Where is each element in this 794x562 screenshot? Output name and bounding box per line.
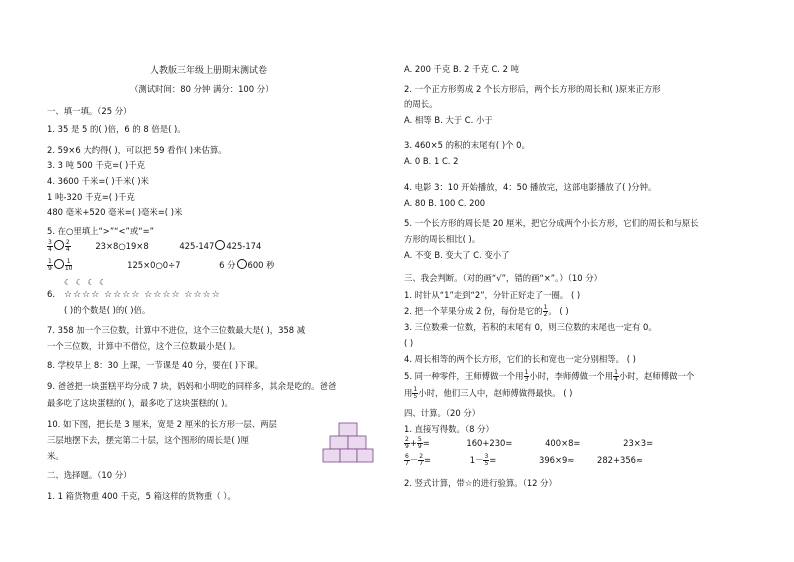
compare-expression: 125×0○0÷7	[127, 260, 181, 270]
compare-expression: 425-174	[226, 241, 262, 251]
question-1-6: ( )的个数是( )的( )倍。	[64, 305, 151, 315]
judge-question-1: 1. 时针从“1”走到“2”，分针正好走了一圈。 ( )	[404, 290, 581, 300]
fraction: $\frac{3}{5}$	[484, 453, 489, 467]
fraction: $\frac{1}{4}$	[614, 369, 618, 383]
question-1-10: 10. 如下图，把长是 3 厘米，宽是 2 厘米的长方形一层、两层	[47, 419, 277, 429]
choice-question-5: 5. 一个长方形的周长是 20 厘米，把它分成两个小长方形，它们的周长和与原长	[404, 218, 699, 228]
calc-row-1: $\frac{2}{9}$ + $\frac{5}{9}$ = 160+230= 400×8= 23×3=	[405, 436, 654, 450]
fraction: $\frac{3}{4}$	[48, 239, 52, 253]
compare-circle	[237, 259, 247, 269]
fraction: $\frac{6}{7}$	[405, 453, 409, 467]
fraction: $\frac{2}{4}$	[65, 239, 70, 253]
question-1-6-label: 6.	[47, 289, 55, 299]
judge-question-4: 4. 周长相等的两个长方形，它们的长和宽也一定分别相等。 ( )	[404, 354, 636, 364]
choice-question-4: 4. 电影 3：10 开始播放，4：50 播放完，这部电影播放了( )分钟。	[404, 182, 657, 192]
question-1-7-line-2: 一个三位数，计算中不借位，这个三位数最小是( )。	[47, 341, 241, 351]
question-1-4-line-3: 480 毫米+520 毫米=( )毫米=( )米	[47, 207, 183, 217]
calc-item: 282+356≈	[597, 455, 644, 465]
compare-expression: 6 分	[219, 260, 236, 270]
compare-circle	[215, 240, 225, 250]
section-1-heading: 一、填一填。（25 分）	[47, 106, 132, 116]
question-1-7: 7. 358 加一个三位数，计算中不进位，这个三位数最大是( )，358 减	[47, 325, 306, 335]
choice-question-3-options: A. 0 B. 1 C. 2	[404, 156, 459, 166]
fraction: $\frac{5}{9}$	[417, 436, 422, 450]
compare-row-2	[47, 259, 275, 272]
choice-question-3: 3. 460×5 的积的末尾有( )个 0。	[404, 140, 530, 150]
fraction: $\frac{1}{9}$	[48, 258, 52, 272]
calc-question-2: 2. 竖式计算，带☆的进行验算。（12 分）	[404, 478, 557, 488]
rectangle-pyramid-figure	[322, 422, 374, 464]
test-info: （测试时间：80 分钟 满分：100 分）	[130, 84, 274, 94]
judge-question-3: 3. 三位数乘一位数，若积的末尾有 0，则三位数的末尾也一定有 0。	[404, 322, 657, 332]
judge-question-3-blank: ( )	[404, 338, 414, 348]
calc-item: 160+230=	[466, 438, 513, 448]
calc-question-1: 1. 直接写得数。（8 分）	[404, 424, 494, 434]
fraction: $\frac{2}{7}$	[419, 453, 424, 467]
choice-question-1-options: A. 200 千克 B. 2 千克 C. 2 吨	[404, 64, 519, 74]
choice-question-5-line-2: 方形的周长相比( )。	[404, 234, 481, 244]
question-1-5: 5. 在○里填上“>”“<”或“=”	[47, 226, 154, 236]
compare-expression: 425-147	[179, 241, 215, 251]
choice-question-2-line-2: 的周长。	[404, 99, 438, 109]
judge-question-5: 5. 同一种零件，王师傅做一个用 $\frac{1}{3}$ 小时，李师傅做一个用 $\frac{1}{4}$ 小时，赵师傅做一个	[404, 369, 695, 383]
judge-question-2: 2. 把一个苹果分成 2 份，每份是它的 $\frac{1}{2}$ 。 ( )	[404, 304, 569, 318]
section-4-heading: 四、计算。（20 分）	[404, 408, 481, 418]
page-title: 人教版三年级上册期末测试卷	[150, 66, 268, 76]
calc-item: 396×9≈	[538, 455, 575, 465]
calc-item: 23×3=	[623, 438, 654, 448]
section-3-heading: 三、我会判断。（对的画“√”，错的画“×”。）（10 分）	[404, 273, 602, 283]
choice-question-2: 2. 一个正方形剪成 2 个长方形后，两个长方形的周长和( )原来正方形	[404, 84, 661, 94]
star-icons: ☆☆☆☆ ☆☆☆☆ ☆☆☆☆ ☆☆☆☆	[64, 290, 221, 300]
fraction: $\frac{1}{3}$	[524, 369, 529, 383]
choice-question-2-options: A. 相等 B. 大于 C. 小于	[404, 115, 493, 125]
compare-expression: 23×8○19×8	[95, 241, 149, 251]
question-1-10-line-3: 米。	[47, 451, 64, 461]
fraction: $\frac{1}{10}$	[64, 258, 73, 272]
moon-icons: ☾ ☾ ☾ ☾	[64, 278, 108, 287]
compare-circle	[54, 240, 64, 250]
calc-item: 1－	[469, 455, 484, 465]
question-1-3: 3. 3 吨 500 千克=( )千克	[47, 160, 146, 170]
question-1-4-line-2: 1 吨-320 千克=( )千克	[47, 192, 135, 202]
choice-question-1: 1. 1 箱货物重 400 千克，5 箱这样的货物重（ ）。	[47, 491, 236, 501]
fraction: $\frac{2}{9}$	[405, 436, 409, 450]
compare-circle	[54, 259, 64, 269]
question-1-1: 1. 35 是 5 的( )倍，6 的 8 倍是( )。	[47, 124, 186, 134]
fraction: $\frac{1}{5}$	[413, 386, 418, 400]
question-1-2: 2. 59×6 大约得( )，可以把 59 看作( )来估算。	[47, 145, 227, 155]
section-2-heading: 二、选择题。（10 分）	[47, 470, 132, 480]
question-1-8: 8. 学校早上 8：30 上课，一节课是 40 分，要在( )下课。	[47, 360, 264, 370]
judge-question-5-line-2: 用 $\frac{1}{5}$ 小时，他们三人中，赵师傅做得最快。 ( )	[404, 386, 573, 400]
question-1-9: 9. 爸爸把一块蛋糕平均分成 7 块，妈妈和小明吃的同样多，其余是吃的。爸爸	[47, 381, 337, 391]
question-1-4: 4. 3600 千米=( )千米( )米	[47, 176, 149, 186]
calc-item: 400×8=	[545, 438, 581, 448]
question-1-9-line-2: 最多吃了这块蛋糕的( )，最多吃了这块蛋糕的( )。	[47, 398, 233, 408]
fraction: $\frac{1}{2}$	[543, 304, 548, 318]
compare-row-1	[47, 240, 261, 253]
compare-expression: 600 秒	[247, 260, 275, 270]
calc-row-2: $\frac{6}{7}$ － $\frac{2}{7}$ = 1－ $\frac{3}{5}$ = 396×9≈ 282+356≈	[405, 453, 644, 467]
question-1-10-line-2: 三层地摆下去，摆完第二十层，这个图形的周长是( )厘	[47, 435, 249, 445]
choice-question-5-options: A. 不变 B. 变大了 C. 变小了	[404, 250, 510, 260]
choice-question-4-options: A. 80 B. 100 C. 200	[404, 198, 486, 208]
